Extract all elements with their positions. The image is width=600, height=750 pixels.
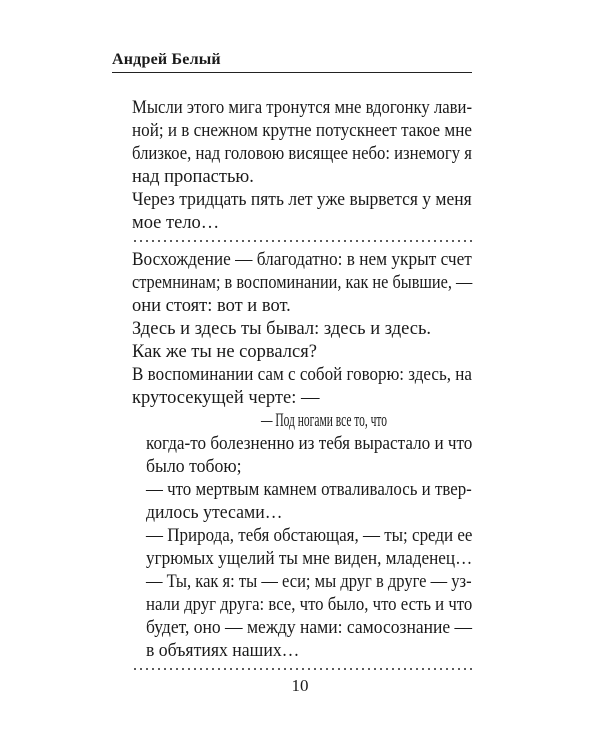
- text-line: нали друг друга: все, что было, что есть и что: [146, 595, 473, 615]
- text-line: — Природа, тебя обстающая, — ты; среди ее: [146, 526, 473, 546]
- section-separator-dots: [132, 240, 472, 242]
- text-line: Через тридцать пять лет уже вырвется у меня: [132, 190, 472, 210]
- page-number: 10: [291, 676, 309, 695]
- text-line: ной; и в снежном крутне потускнеет такое мне: [132, 121, 472, 141]
- text-line: угрюмых ущелий ты мне виден, младенец…: [146, 549, 473, 569]
- text-line: крутосекущей черте: —: [132, 388, 320, 408]
- text-line: будет, оно — между нами: самосознание —: [146, 618, 473, 638]
- text-line: в объятиях наших…: [146, 641, 300, 661]
- text-line: Как же ты не сорвался?: [132, 342, 317, 362]
- text-line: — что мертвым камнем отваливалось и твер-: [146, 480, 472, 500]
- running-header: [112, 50, 472, 73]
- text-line: они стоят: вот и вот.: [132, 296, 291, 316]
- text-line: Восхождение — благодатно: в нем укрыт счет: [132, 250, 472, 270]
- text-line: Здесь и здесь ты бывал: здесь и здесь.: [132, 319, 432, 339]
- author-name: Андрей Белый: [112, 51, 221, 68]
- text-line: когда-то болезненно из тебя вырастало и что: [146, 434, 473, 454]
- text-line: — Под ногами все то, что: [261, 411, 388, 431]
- text-line: над пропастью.: [132, 167, 254, 187]
- text-line: — Ты, как я: ты — еси; мы друг в друге — уз-: [146, 572, 472, 592]
- text-line: близкое, над головою висящее небо: изнемогу я: [132, 144, 472, 164]
- text-line: мое тело…: [132, 213, 220, 233]
- header-rule: [112, 72, 472, 73]
- text-line: было тобою;: [146, 457, 242, 477]
- section-separator-dots: [132, 668, 472, 670]
- text-line: дилось утесами…: [146, 503, 283, 523]
- text-line: Мысли этого мига тронутся мне вдогонку лави-: [132, 98, 473, 118]
- text-line: В воспоминании сам с собой говорю: здесь, на: [132, 365, 472, 385]
- text-line: стремнинам; в воспоминании, как не бывшие, —: [132, 273, 473, 293]
